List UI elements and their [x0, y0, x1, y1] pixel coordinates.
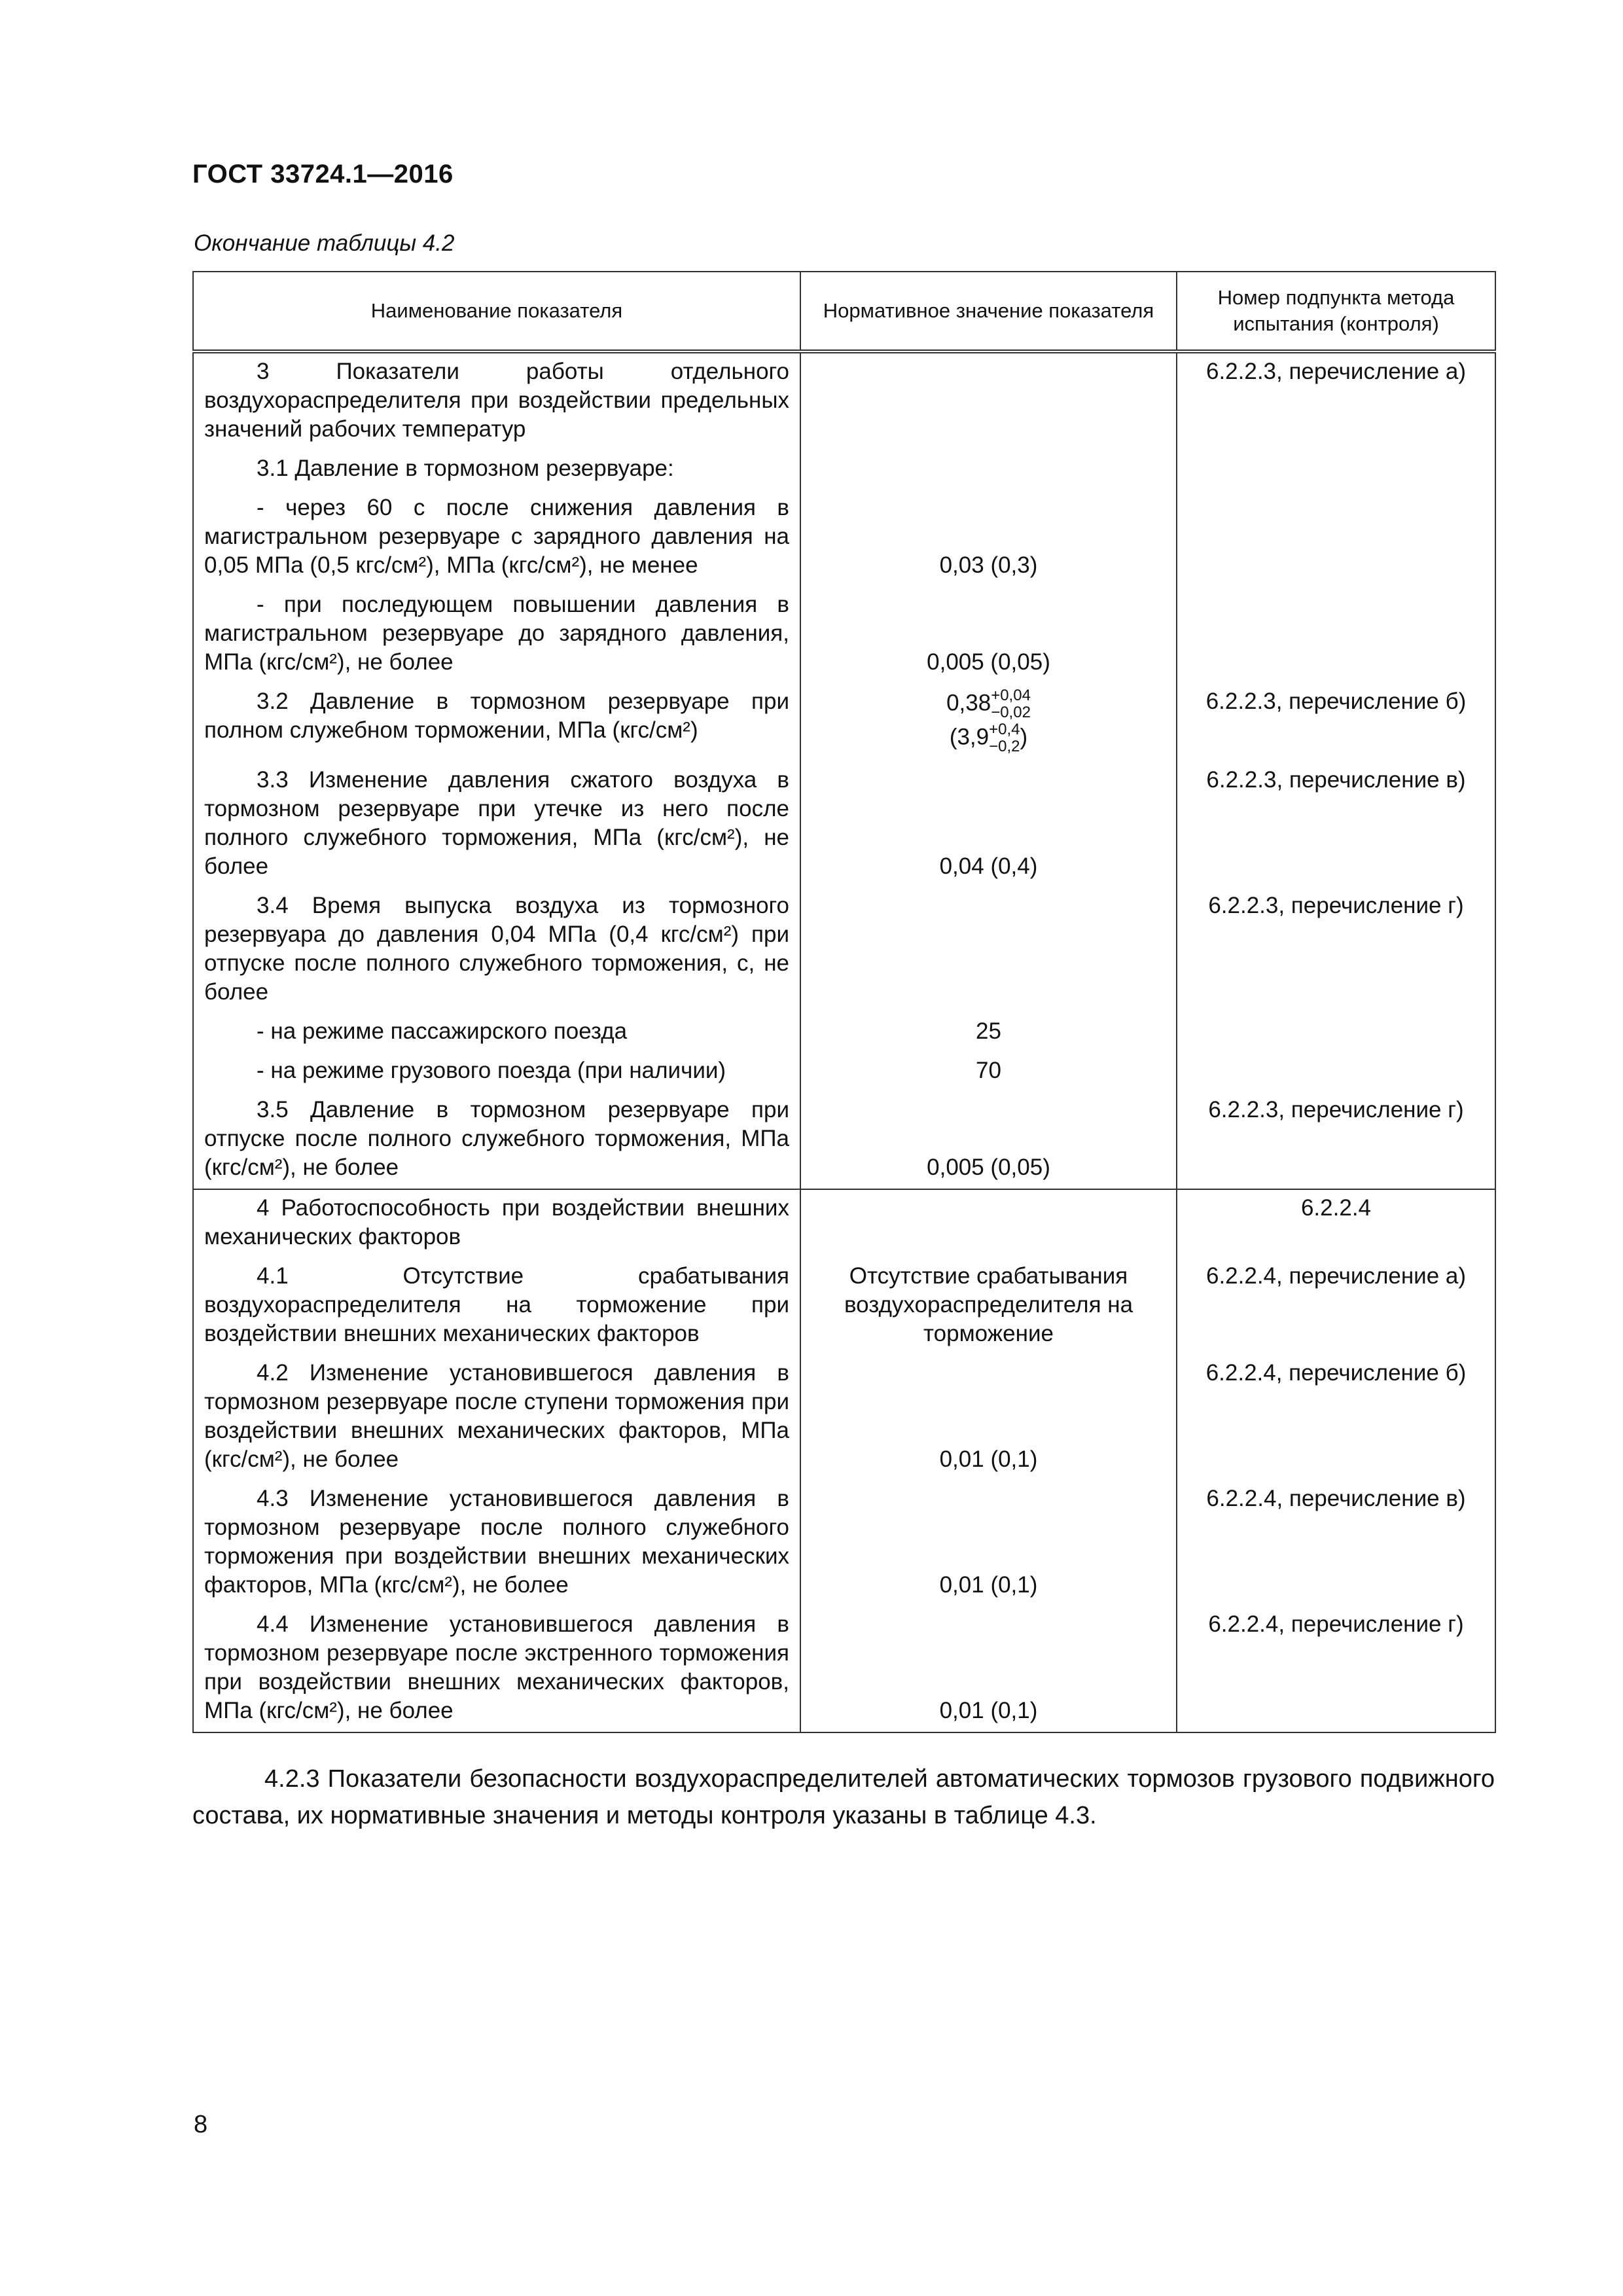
- row-3-4a-value: 25: [800, 1013, 1177, 1052]
- paragraph-4-2-3: 4.2.3 Показатели безопасности воздухораспределителей автоматических тормозов грузового подвижного состава, их нормативные значения и методы контроля указаны в таблице 4.3.: [192, 1765, 1495, 1829]
- row-4-2-ref: 6.2.2.4, перечисление б): [1177, 1355, 1495, 1480]
- column-header-value: Нормативное значение показателя: [800, 272, 1177, 351]
- table-row: [193, 450, 1495, 490]
- table-row: [193, 1092, 1495, 1189]
- table-row: [193, 888, 1495, 1013]
- table-caption: Окончание таблицы 4.2: [194, 230, 455, 256]
- table-row: [193, 586, 1495, 683]
- table-row: [193, 1052, 1495, 1092]
- table-header-row: [193, 272, 1495, 351]
- table-row: [193, 490, 1495, 586]
- row-3-4a-name: - на режиме пассажирского поезда: [257, 1018, 628, 1044]
- row-4-1-name: 4.1 Отсутствие срабатывания воздухораспределителя на торможение при воздействии внешних механических факторов: [204, 1263, 789, 1346]
- row-4-ref: 6.2.2.4: [1177, 1189, 1495, 1258]
- tolerance-alt: [989, 721, 1020, 755]
- value-with-tolerance-alt: [812, 721, 1166, 755]
- table-row: [193, 1189, 1495, 1258]
- row-4-1-ref: 6.2.2.4, перечисление а): [1177, 1258, 1495, 1355]
- row-4-4-value: 0,01 (0,1): [800, 1606, 1177, 1732]
- table-row: [193, 1606, 1495, 1732]
- row-3-1a-value: 0,03 (0,3): [800, 490, 1177, 586]
- page-number: 8: [194, 2111, 208, 2138]
- row-3-3-ref: 6.2.2.3, перечисление в): [1177, 762, 1495, 888]
- row-4-4-name: 4.4 Изменение установившегося давления в тормозном резервуаре после экстренного торможения при воздействии внешних механических факторов, МПа (кгс/см²), не более: [204, 1611, 789, 1723]
- row-3-ref: 6.2.2.3, перечисление а): [1177, 351, 1495, 450]
- row-3-5-value: 0,005 (0,05): [800, 1092, 1177, 1189]
- row-4-3-value: 0,01 (0,1): [800, 1480, 1177, 1606]
- row-3-1a-name: - через 60 с после снижения давления в магистральном резервуаре с зарядного давления на 0,05 МПа (0,5 кгс/см²), МПа (кгс/см²), не менее: [204, 495, 789, 578]
- row-3-2-name: 3.2 Давление в тормозном резервуаре при полном служебном торможении, МПа (кгс/см²): [204, 689, 789, 743]
- row-4-3-name: 4.3 Изменение установившегося давления в тормозном резервуаре после полного служебного торможения при воздействии внешних механических факторов, МПа (кгс/см²), не более: [204, 1486, 789, 1598]
- table-row: [193, 1258, 1495, 1355]
- row-3-4-name: 3.4 Время выпуска воздуха из тормозного резервуара до давления 0,04 МПа (0,4 кгс/см²) при отпуске после полного служебного торможения, с, не более: [204, 893, 789, 1005]
- row-3-name: 3 Показатели работы отдельного воздухораспределителя при воздействии предельных значений рабочих температур: [204, 359, 789, 442]
- document-code: ГОСТ 33724.1—2016: [192, 160, 454, 188]
- row-3-1-name: 3.1 Давление в тормозном резервуаре:: [257, 456, 674, 481]
- indicators-table: [192, 271, 1496, 1733]
- row-3-1b-value: 0,005 (0,05): [800, 586, 1177, 683]
- table-row: [193, 351, 1495, 450]
- row-3-2-value: [800, 683, 1177, 762]
- row-4-4-ref: 6.2.2.4, перечисление г): [1177, 1606, 1495, 1732]
- column-header-method: Номер подпункта метода испытания (контроля): [1177, 272, 1495, 351]
- tolerance-lower: −0,02: [991, 704, 1031, 721]
- row-3-1b-name: - при последующем повышении давления в магистральном резервуаре до зарядного давления, МПа (кгс/см²), не более: [204, 592, 789, 675]
- row-3-3-name: 3.3 Изменение давления сжатого воздуха в тормозном резервуаре при утечке из него после полного служебного торможения, МПа (кгс/см²), не более: [204, 767, 789, 879]
- value-close: ): [1020, 724, 1028, 750]
- row-3-5-ref: 6.2.2.3, перечисление г): [1177, 1092, 1495, 1189]
- table-row: [193, 762, 1495, 888]
- table-row: [193, 683, 1495, 762]
- column-header-name: Наименование показателя: [193, 272, 800, 351]
- row-4-name: 4 Работоспособность при воздействии внешних механических факторов: [204, 1195, 789, 1249]
- table-row: [193, 1013, 1495, 1052]
- tolerance-alt-lower: −0,2: [989, 738, 1020, 755]
- row-4-2-name: 4.2 Изменение установившегося давления в тормозном резервуаре после ступени торможения при воздействии внешних механических факторов, МПа (кгс/см²), не более: [204, 1360, 789, 1472]
- value-with-tolerance: [812, 687, 1166, 721]
- row-3-2-ref: 6.2.2.3, перечисление б): [1177, 683, 1495, 762]
- row-3-4-ref: 6.2.2.3, перечисление г): [1177, 888, 1495, 1013]
- row-3-3-value: 0,04 (0,4): [800, 762, 1177, 888]
- row-4-1-value: Отсутствие срабатывания воздухораспределителя на торможение: [800, 1258, 1177, 1355]
- tolerance: [991, 687, 1031, 721]
- row-3-5-name: 3.5 Давление в тормозном резервуаре при отпуске после полного служебного торможения, МПа (кгс/см²), не более: [204, 1097, 789, 1180]
- table-row: [193, 1480, 1495, 1606]
- tolerance-alt-upper: +0,4: [989, 721, 1020, 738]
- row-3-4b-name: - на режиме грузового поезда (при наличии): [257, 1058, 726, 1083]
- tolerance-upper: +0,04: [991, 687, 1031, 704]
- row-4-2-value: 0,01 (0,1): [800, 1355, 1177, 1480]
- row-3-4b-value: 70: [800, 1052, 1177, 1092]
- value-open: (3,9: [949, 724, 990, 750]
- table-row: [193, 1355, 1495, 1480]
- value-base: 0,38: [946, 690, 991, 716]
- row-4-3-ref: 6.2.2.4, перечисление в): [1177, 1480, 1495, 1606]
